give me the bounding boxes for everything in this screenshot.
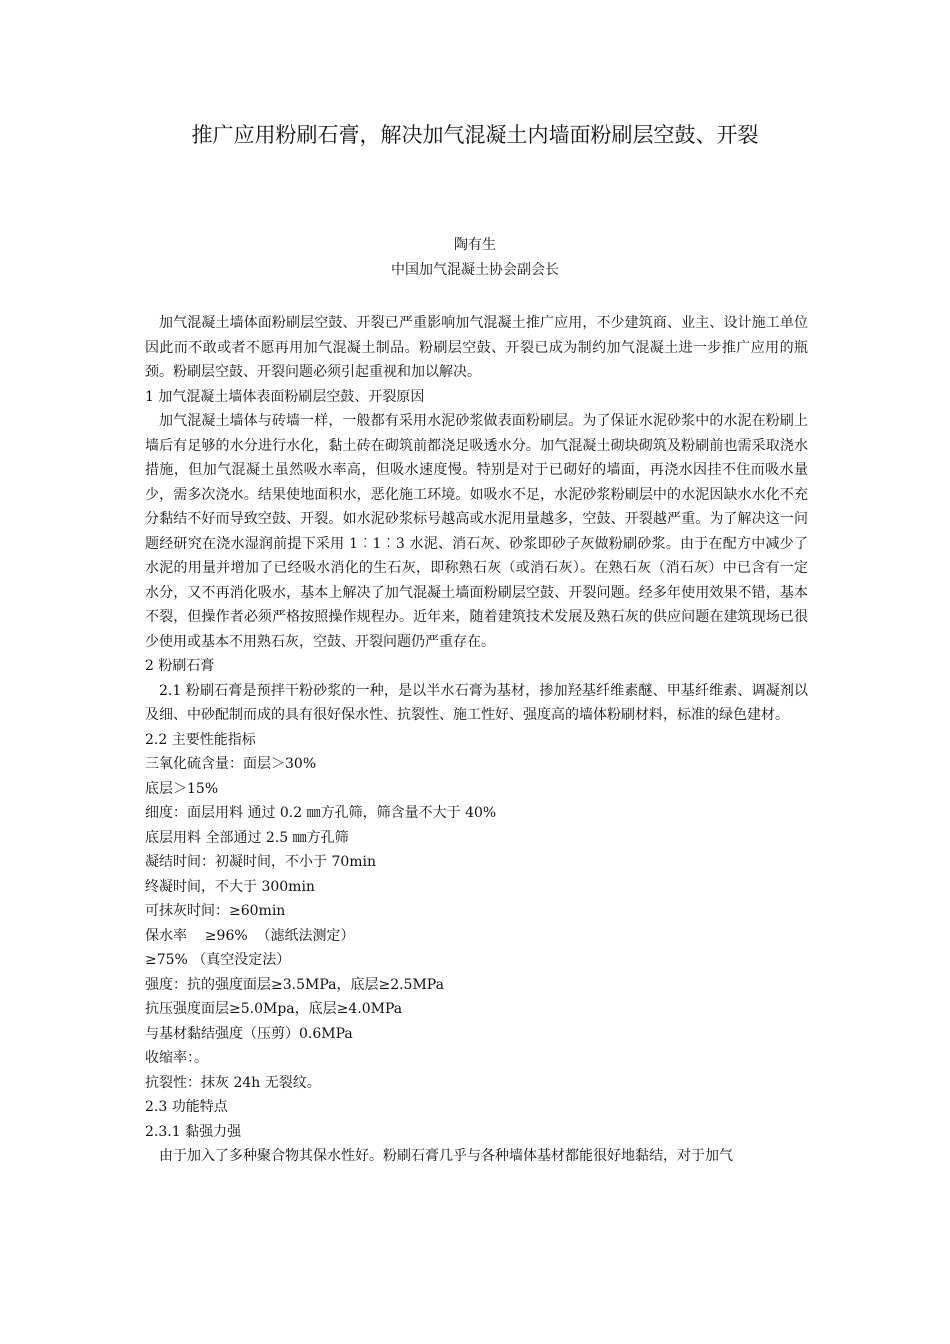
spec-line: 终凝时间，不大于 300min: [145, 878, 315, 895]
section-2-3-heading: 2.3 功能特点: [145, 1099, 228, 1115]
section-2-3-1-heading: 2.3.1 黏强力强: [145, 1123, 242, 1140]
document-body: [145, 311, 808, 1169]
spec-line: 保水率 ≥96% （滤纸法测定）: [145, 927, 355, 944]
section-2-1-paragraph: 2.1 粉刷石膏是预拌干粉砂浆的一种，是以半水石膏为基材，掺加羟基纤维素醚、甲基纤维素、调凝剂以及细、中砂配制而成的具有很好保水性、抗裂性、施工性好、强度高的墙体粉刷材料，标准的绿色建材。: [145, 682, 808, 723]
intro-paragraph: 加气混凝土墙体面粉刷层空鼓、开裂已严重影响加气混凝土推广应用，不少建筑商、业主、设计施工单位因此而不敢或者不愿再用加气混凝土制品。粉刷层空鼓、开裂已成为制约加气混凝土进一步推广应用的瓶颈。粉刷层空鼓、开裂问题必须引起重视和加以解决。: [145, 315, 808, 380]
spec-line: ≥75% （真空没定法）: [145, 952, 291, 968]
spec-line: 凝结时间：初凝时间，不小于 70min: [145, 854, 377, 870]
document-title: 推广应用粉刷石膏，解决加气混凝土内墙面粉刷层空鼓、开裂: [191, 123, 759, 147]
author-name: 陶有生: [454, 237, 496, 253]
section-1-heading: 1 加气混凝土墙体表面粉刷层空鼓、开裂原因: [145, 388, 425, 405]
spec-line: 可抹灰时间：≥60min: [145, 903, 286, 919]
section-2-2-heading: 2.2 主要性能指标: [145, 731, 256, 748]
section-2-heading: 2 粉刷石膏: [145, 658, 215, 674]
spec-line: 收缩率：。: [145, 1050, 208, 1066]
section-1-paragraph: 加气混凝土墙体与砖墙一样，一般都有采用水泥砂浆做表面粉刷层。为了保证水泥砂浆中的水泥在粉刷上墙后有足够的水分进行水化，黏土砖在砌筑前都浇足吸透水分。加气混凝土砌块砌筑及粉刷前也需采取浇水措施，但加气混凝土虽然吸水率高，但吸水速度慢。特别是对于已砌好的墙面，再浇水因挂不住而吸水量少，需多次浇水。结果使地面积水，恶化施工环境。如吸水不足，水泥砂浆粉刷层中的水泥因缺水水化不充分黏结不好而导致空鼓、开裂。如水泥砂浆标号越高或水泥用量越多，空鼓、开裂越严重。为了解决这一问题经研究在浇水湿润前提下采用 1︰1︰3 水泥、消石灰、砂浆即砂子灰做粉刷砂浆。由于在配方中减少了水泥的用量并增加了已经吸水消化的生石灰，即称熟石灰（或消石灰）。在熟石灰（消石灰）中已含有一定水分，又不再消化吸水，基本上解决了加气混凝土墙面粉刷层空鼓、开裂问题。经多年使用效果不错，基本不裂，但操作者必须严格按照操作规程办。近年来，随着建筑技术发展及熟石灰的供应问题在建筑现场已很少使用或基本不用熟石灰，空鼓、开裂问题仍严重存在。: [145, 413, 808, 650]
spec-line: 与基材黏结强度（压剪）0.6MPa: [145, 1025, 353, 1042]
spec-line: 底层＞15%: [145, 780, 219, 797]
spec-line: 三氧化硫含量：面层＞30%: [145, 756, 317, 772]
spec-line: 抗裂性：抹灰 24h 无裂纹。: [145, 1074, 321, 1091]
spec-line: 细度：面层用料 通过 0.2 ㎜方孔筛，筛含量不大于 40%: [145, 805, 497, 821]
author-affiliation: 中国加气混凝土协会副会长: [391, 262, 559, 278]
spec-line: 强度：抗的强度面层≥3.5MPa，底层≥2.5MPa: [145, 976, 444, 993]
section-2-3-1-paragraph: 由于加入了多种聚合物其保水性好。粉刷石膏几乎与各种墙体基材都能很好地黏结，对于加气: [159, 1148, 733, 1164]
spec-line: 抗压强度面层≥5.0Mpa，底层≥4.0MPa: [145, 1001, 403, 1017]
spec-line: 底层用料 全部通过 2.5 ㎜方孔筛: [145, 829, 349, 846]
